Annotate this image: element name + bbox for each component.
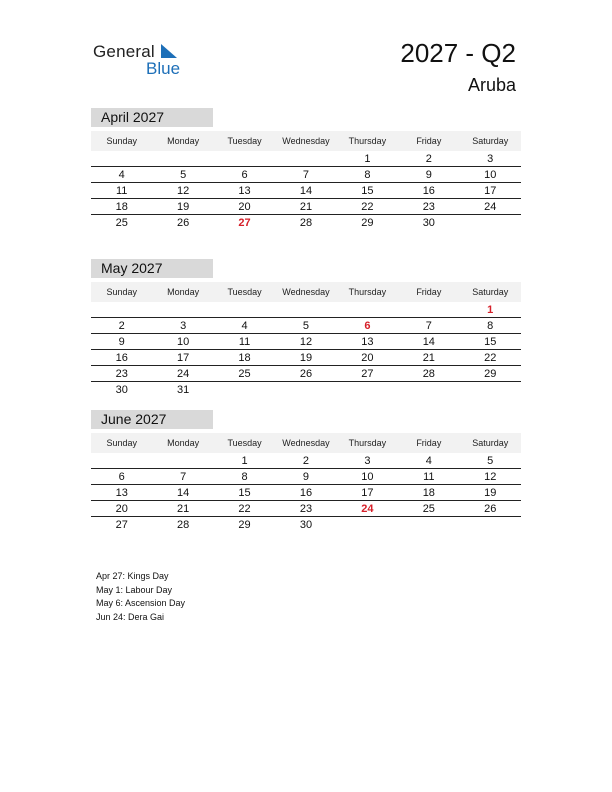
weekday-label: Monday xyxy=(167,136,200,146)
empty-day-cell xyxy=(337,302,398,317)
day-cell: 20 xyxy=(238,201,251,213)
day-cell: 7 xyxy=(180,471,187,483)
weekday-label: Friday xyxy=(416,438,442,448)
weekday-label: Sunday xyxy=(106,438,137,448)
empty-day-cell xyxy=(460,517,521,533)
holiday-note: Apr 27: Kings Day xyxy=(96,571,169,581)
week-row xyxy=(91,302,521,318)
empty-day-cell xyxy=(152,151,213,166)
day-cell: 3 xyxy=(487,153,494,165)
day-cell: 28 xyxy=(422,368,435,380)
day-cell: 7 xyxy=(302,169,310,181)
weekday-label: Wednesday xyxy=(282,136,330,146)
weekday-label: Friday xyxy=(416,136,442,146)
day-cell: 3 xyxy=(364,455,371,467)
day-cell: 26 xyxy=(177,217,190,229)
day-cell: 19 xyxy=(299,352,313,364)
day-cell: 20 xyxy=(115,503,128,515)
day-cell: 16 xyxy=(115,352,128,364)
day-cell: 28 xyxy=(177,519,190,531)
day-cell: 13 xyxy=(361,336,374,348)
month-april xyxy=(91,108,521,231)
week-row xyxy=(91,501,521,517)
day-cell: 27 xyxy=(115,519,128,531)
day-cell: 11 xyxy=(238,336,251,348)
holiday-note: May 6: Ascension Day xyxy=(96,598,186,608)
empty-day-cell xyxy=(275,151,336,166)
day-cell: 8 xyxy=(241,471,248,483)
weekday-label: Saturday xyxy=(472,136,509,146)
day-cell: 17 xyxy=(361,487,374,499)
empty-day-cell xyxy=(91,302,152,317)
day-cell: 13 xyxy=(238,185,251,197)
holiday-notes xyxy=(96,570,185,624)
empty-day-cell xyxy=(460,215,521,231)
day-cell: 4 xyxy=(241,320,248,332)
day-cell: 21 xyxy=(299,201,313,213)
day-cell: 11 xyxy=(116,185,128,197)
day-cell: 1 xyxy=(241,455,248,467)
week-row xyxy=(91,199,521,215)
empty-day-cell xyxy=(275,302,336,317)
week-row xyxy=(91,485,521,501)
day-cell: 18 xyxy=(422,487,435,499)
day-cell: 10 xyxy=(484,169,497,181)
week-row xyxy=(91,151,521,167)
day-cell: 29 xyxy=(484,368,497,380)
day-cell: 24 xyxy=(177,368,190,380)
day-cell: 22 xyxy=(238,503,251,515)
week-grid xyxy=(91,151,521,231)
day-cell: 2 xyxy=(118,320,125,332)
empty-day-cell xyxy=(337,382,398,398)
week-row xyxy=(91,215,521,231)
day-cell: 24 xyxy=(484,201,497,213)
day-cell: 31 xyxy=(177,384,190,396)
country-name: Aruba xyxy=(467,75,516,95)
day-cell: 15 xyxy=(238,487,251,499)
weekday-label: Tuesday xyxy=(227,136,262,146)
day-cell: 1 xyxy=(364,153,371,165)
day-cell: 27 xyxy=(361,368,374,380)
week-grid xyxy=(91,302,521,398)
day-cell: 16 xyxy=(299,487,313,499)
empty-day-cell xyxy=(214,302,275,317)
empty-day-cell xyxy=(214,382,275,398)
weekday-label: Tuesday xyxy=(227,438,262,448)
day-cell: 5 xyxy=(180,169,187,181)
day-cell: 13 xyxy=(115,487,128,499)
day-cell: 8 xyxy=(364,169,371,181)
day-cell: 10 xyxy=(361,471,374,483)
day-cell: 5 xyxy=(487,455,494,467)
holiday-day-cell: 24 xyxy=(361,503,374,515)
logo-triangle-icon xyxy=(159,44,179,60)
empty-day-cell xyxy=(460,382,521,398)
day-cell: 25 xyxy=(422,503,435,515)
weekday-header xyxy=(91,282,521,302)
day-cell: 2 xyxy=(302,455,310,467)
weekday-label: Thursday xyxy=(348,136,387,146)
day-cell: 14 xyxy=(177,487,190,499)
weekday-label: Sunday xyxy=(106,287,137,297)
holiday-day-cell: 1 xyxy=(487,304,494,316)
day-cell: 8 xyxy=(487,320,494,332)
week-row xyxy=(91,334,521,350)
day-cell: 9 xyxy=(425,169,432,181)
day-cell: 30 xyxy=(422,217,435,229)
weekday-label: Wednesday xyxy=(282,438,330,448)
day-cell: 26 xyxy=(484,503,497,515)
weekday-label: Saturday xyxy=(472,287,509,297)
day-cell: 9 xyxy=(118,336,125,348)
day-cell: 25 xyxy=(115,217,128,229)
day-cell: 30 xyxy=(115,384,128,396)
week-row xyxy=(91,382,521,398)
day-cell: 6 xyxy=(241,169,248,181)
week-row xyxy=(91,167,521,183)
day-cell: 12 xyxy=(177,185,190,197)
day-cell: 14 xyxy=(299,185,313,197)
day-cell: 26 xyxy=(299,368,313,380)
week-row xyxy=(91,183,521,199)
holiday-day-cell: 6 xyxy=(364,320,371,332)
empty-day-cell xyxy=(398,302,459,317)
weekday-label: Monday xyxy=(167,287,200,297)
empty-day-cell xyxy=(152,302,213,317)
day-cell: 12 xyxy=(299,336,313,348)
weekday-label: Thursday xyxy=(348,287,387,297)
empty-day-cell xyxy=(337,517,398,533)
page-title: 2027 - Q2 xyxy=(400,38,516,68)
week-row xyxy=(91,517,521,533)
day-cell: 22 xyxy=(484,352,497,364)
month-title: June 2027 xyxy=(91,410,213,429)
day-cell: 12 xyxy=(484,471,497,483)
weekday-header xyxy=(91,131,521,151)
weekday-label: Tuesday xyxy=(227,287,262,297)
weekday-label: Wednesday xyxy=(282,287,330,297)
day-cell: 16 xyxy=(422,185,435,197)
weekday-label: Thursday xyxy=(348,438,387,448)
day-cell: 11 xyxy=(423,471,435,483)
day-cell: 23 xyxy=(115,368,128,380)
holiday-day-cell: 27 xyxy=(238,217,251,229)
day-cell: 23 xyxy=(299,503,313,515)
day-cell: 5 xyxy=(302,320,310,332)
day-cell: 18 xyxy=(238,352,251,364)
day-cell: 30 xyxy=(299,519,313,531)
day-cell: 18 xyxy=(115,201,128,213)
brand-logo xyxy=(93,40,193,80)
day-cell: 6 xyxy=(118,471,125,483)
holiday-note: Jun 24: Dera Gai xyxy=(96,611,165,622)
day-cell: 29 xyxy=(361,217,374,229)
week-row xyxy=(91,318,521,334)
logo-text-general: General xyxy=(93,42,155,61)
day-cell: 15 xyxy=(484,336,497,348)
holiday-note: May 1: Labour Day xyxy=(96,584,173,595)
month-title: May 2027 xyxy=(91,259,213,278)
day-cell: 10 xyxy=(177,336,190,348)
weekday-label: Saturday xyxy=(472,438,509,448)
day-cell: 7 xyxy=(425,320,432,332)
day-cell: 3 xyxy=(180,320,187,332)
day-cell: 20 xyxy=(361,352,374,364)
empty-day-cell xyxy=(398,382,459,398)
week-row xyxy=(91,469,521,485)
day-cell: 14 xyxy=(422,336,435,348)
week-grid xyxy=(91,453,521,533)
week-row xyxy=(91,453,521,469)
day-cell: 4 xyxy=(425,455,432,467)
empty-day-cell xyxy=(91,151,152,166)
empty-day-cell xyxy=(275,382,336,398)
day-cell: 9 xyxy=(302,471,310,483)
empty-day-cell xyxy=(91,453,152,468)
empty-day-cell xyxy=(214,151,275,166)
day-cell: 4 xyxy=(118,169,125,181)
month-may xyxy=(91,259,521,398)
month-june xyxy=(91,410,521,533)
logo-text-blue: Blue xyxy=(146,59,181,78)
month-title: April 2027 xyxy=(91,108,213,127)
day-cell: 25 xyxy=(238,368,251,380)
empty-day-cell xyxy=(152,453,213,468)
day-cell: 19 xyxy=(484,487,497,499)
day-cell: 22 xyxy=(361,201,374,213)
day-cell: 17 xyxy=(177,352,190,364)
day-cell: 17 xyxy=(484,185,497,197)
empty-day-cell xyxy=(398,517,459,533)
weekday-header xyxy=(91,433,521,453)
weekday-label: Friday xyxy=(416,287,442,297)
day-cell: 28 xyxy=(299,217,313,229)
day-cell: 15 xyxy=(361,185,374,197)
day-cell: 23 xyxy=(422,201,435,213)
weekday-label: Monday xyxy=(167,438,200,448)
week-row xyxy=(91,366,521,382)
day-cell: 21 xyxy=(177,503,190,515)
week-row xyxy=(91,350,521,366)
day-cell: 29 xyxy=(238,519,251,531)
weekday-label: Sunday xyxy=(106,136,137,146)
day-cell: 21 xyxy=(422,352,435,364)
day-cell: 19 xyxy=(177,201,190,213)
day-cell: 2 xyxy=(425,153,432,165)
